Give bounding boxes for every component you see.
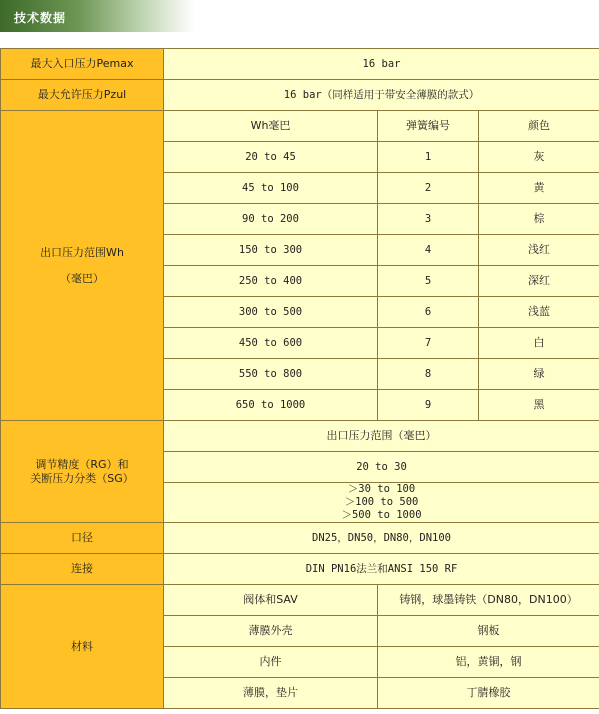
max-allow-value: 16 bar（同样适用于带安全薄膜的款式） [164, 80, 599, 111]
table-row [1, 585, 599, 616]
outlet-range-label-line1: 出口压力范围Wh [40, 245, 124, 259]
accuracy-range-line: ＞100 to 500 [344, 496, 419, 508]
color-cell: 棕 [479, 204, 599, 235]
diameter-label: 口径 [1, 523, 164, 554]
color-cell: 黑 [479, 390, 599, 421]
range-cell: 20 to 45 [164, 142, 378, 173]
spring-cell: 4 [378, 235, 479, 266]
accuracy-range-2 [164, 483, 599, 523]
spring-cell: 8 [378, 359, 479, 390]
max-inlet-label: 最大入口压力Pemax [1, 49, 164, 80]
color-cell: 绿 [479, 359, 599, 390]
accuracy-label-line2: 关断压力分类（SG） [30, 471, 134, 485]
material-value: 铸钢，球墨铸铁（DN80，DN100） [378, 585, 599, 616]
range-cell: 550 to 800 [164, 359, 378, 390]
material-value: 丁腈橡胶 [378, 678, 599, 709]
spring-cell: 3 [378, 204, 479, 235]
spring-cell: 7 [378, 328, 479, 359]
accuracy-header: 出口压力范围（毫巴） [164, 421, 599, 452]
connection-label: 连接 [1, 554, 164, 585]
spec-table [0, 48, 599, 709]
material-value: 钢板 [378, 616, 599, 647]
accuracy-label-line1: 调节精度（RG）和 [35, 457, 129, 471]
range-cell: 250 to 400 [164, 266, 378, 297]
color-cell: 深红 [479, 266, 599, 297]
table-row-max-inlet [1, 49, 599, 80]
table-row-diameter [1, 523, 599, 554]
outlet-header-range: Wh毫巴 [164, 111, 378, 142]
material-label: 材料 [1, 585, 164, 709]
material-part: 薄膜，垫片 [164, 678, 378, 709]
spring-cell: 5 [378, 266, 479, 297]
range-cell: 300 to 500 [164, 297, 378, 328]
outlet-header-spring: 弹簧编号 [378, 111, 479, 142]
spring-cell: 2 [378, 173, 479, 204]
section-title: 技术数据 [14, 11, 67, 25]
diameter-value: DN25，DN50，DN80，DN100 [164, 523, 599, 554]
range-cell: 650 to 1000 [164, 390, 378, 421]
range-cell: 90 to 200 [164, 204, 378, 235]
color-cell: 黄 [479, 173, 599, 204]
table-row-accuracy-header [1, 421, 599, 452]
max-allow-label: 最大允许压力Pzul [1, 80, 164, 111]
spring-cell: 9 [378, 390, 479, 421]
spring-cell: 1 [378, 142, 479, 173]
connection-value: DIN PN16法兰和ANSI 150 RF [164, 554, 599, 585]
table-row-outlet-header [1, 111, 599, 142]
material-part: 阀体和SAV [164, 585, 378, 616]
material-part: 内件 [164, 647, 378, 678]
table-row-max-allow [1, 80, 599, 111]
outlet-range-label-line2: （毫巴） [60, 271, 104, 285]
outlet-range-label [1, 111, 164, 421]
color-cell: 浅红 [479, 235, 599, 266]
range-cell: 450 to 600 [164, 328, 378, 359]
color-cell: 浅蓝 [479, 297, 599, 328]
range-cell: 45 to 100 [164, 173, 378, 204]
section-header [0, 0, 195, 32]
color-cell: 白 [479, 328, 599, 359]
outlet-header-color: 颜色 [479, 111, 599, 142]
table-row-connection [1, 554, 599, 585]
spring-cell: 6 [378, 297, 479, 328]
accuracy-range-line: ＞30 to 100 [347, 483, 416, 495]
material-part: 薄膜外壳 [164, 616, 378, 647]
accuracy-range-1: 20 to 30 [164, 452, 599, 483]
accuracy-range-line: ＞500 to 1000 [341, 509, 422, 521]
range-cell: 150 to 300 [164, 235, 378, 266]
material-value: 铝，黄铜，钢 [378, 647, 599, 678]
max-inlet-value: 16 bar [164, 49, 599, 80]
color-cell: 灰 [479, 142, 599, 173]
accuracy-label [1, 421, 164, 523]
